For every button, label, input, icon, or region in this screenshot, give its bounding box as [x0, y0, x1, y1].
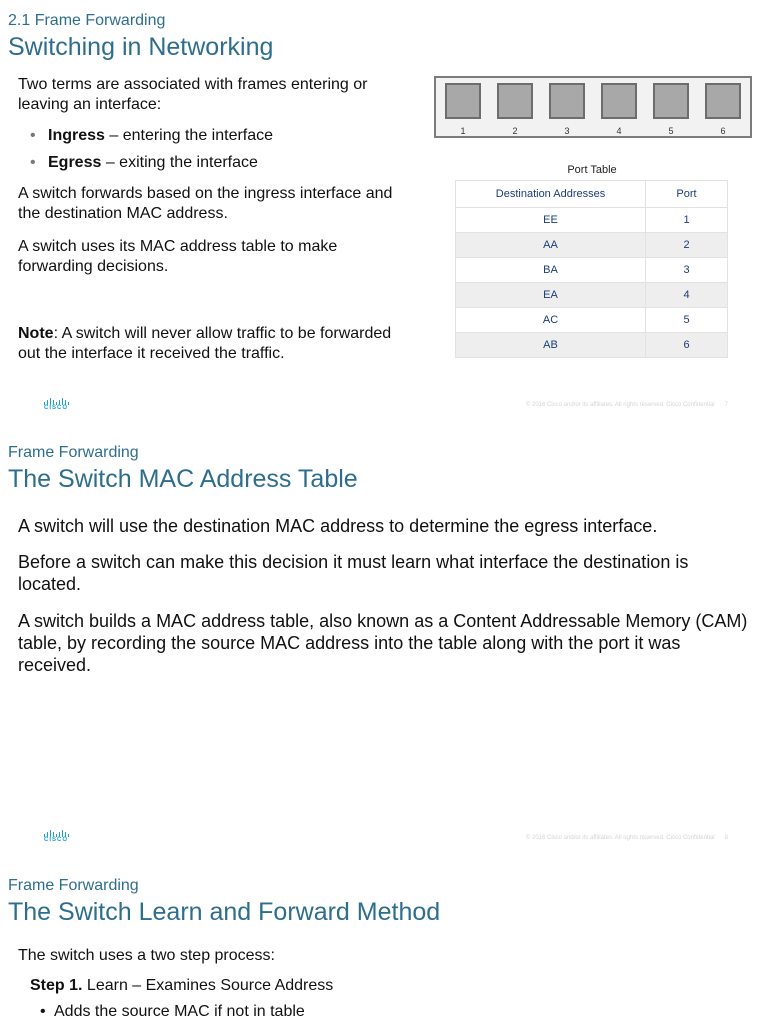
bullet-dot: • — [30, 154, 36, 171]
slide2-footer — [526, 835, 728, 841]
slide3-bullet — [40, 1002, 305, 1022]
bullet-desc: – entering the interface — [104, 127, 274, 144]
step-text: Learn – Examines Source Address — [82, 977, 334, 994]
cisco-logo-text: CISCO — [43, 405, 68, 411]
switch-port-1 — [445, 83, 481, 119]
cisco-logo-bars-icon — [40, 830, 72, 837]
table-row — [456, 258, 728, 283]
slide1-note — [18, 324, 413, 364]
table-row — [456, 333, 728, 358]
header-port: Port — [646, 181, 728, 208]
bullet-term: Egress — [48, 154, 102, 171]
bullet-egress — [30, 153, 258, 173]
slide1-para-forwarding: A switch forwards based on the ingress interface and the destination MAC address. — [18, 185, 393, 222]
bullet-dot: • — [30, 127, 36, 144]
page-number: 7 — [724, 402, 728, 408]
slide2-section-subtitle: Frame Forwarding — [8, 444, 139, 461]
table-row — [456, 208, 728, 233]
cisco-logo-text: CISCO — [43, 837, 68, 843]
header-destination: Destination Addresses — [456, 181, 646, 208]
cell-port: 2 — [646, 233, 728, 258]
step-label: Step 1. — [30, 977, 83, 994]
switch-diagram — [434, 76, 752, 138]
port-number: 1 — [460, 126, 466, 136]
slide3-title: The Switch Learn and Forward Method — [8, 898, 441, 926]
slide1-section-subtitle: 2.1 Frame Forwarding — [8, 12, 166, 29]
note-label: Note — [18, 325, 54, 342]
slide1-footer — [526, 402, 728, 408]
cell-port: 6 — [646, 333, 728, 358]
footer-copyright: © 2016 Cisco and/or its affiliates. All rights reserved. Cisco Confidential — [525, 835, 715, 841]
bullet-term: Ingress — [48, 127, 105, 144]
cell-address: AB — [456, 333, 646, 358]
port-number: 2 — [512, 126, 518, 136]
cell-port: 3 — [646, 258, 728, 283]
switch-port-2 — [497, 83, 533, 119]
port-number: 6 — [720, 126, 726, 136]
cell-address: AC — [456, 308, 646, 333]
cisco-logo — [40, 830, 72, 846]
cell-address: BA — [456, 258, 646, 283]
slide1-para-mac-table: A switch uses its MAC address table to make forwarding decisions. — [18, 238, 338, 275]
port-number: 4 — [616, 126, 622, 136]
slide3-step1 — [30, 976, 730, 996]
page-number: 8 — [724, 835, 728, 841]
table-header-row — [456, 181, 728, 208]
port-number: 3 — [564, 126, 570, 136]
slide1-title: Switching in Networking — [8, 33, 274, 61]
cell-port: 4 — [646, 283, 728, 308]
bullet-dot: • — [40, 1003, 46, 1020]
cell-address: EA — [456, 283, 646, 308]
note-text: : A switch will never allow traffic to be forwarded out the interface it received the traffic. — [18, 325, 392, 362]
cisco-logo-bars-icon — [40, 398, 72, 405]
slide3-section-subtitle: Frame Forwarding — [8, 877, 139, 894]
slide2-para-cam: A switch builds a MAC address table, also known as a Content Addressable Memory (CAM) table, by recording the source MAC address into the table along with the port it was received. — [18, 611, 748, 675]
switch-port-4 — [601, 83, 637, 119]
cell-address: EE — [456, 208, 646, 233]
switch-port-3 — [549, 83, 585, 119]
cell-port: 1 — [646, 208, 728, 233]
slide1-intro: Two terms are associated with frames entering or leaving an interface: — [18, 76, 368, 113]
bullet-text: Adds the source MAC if not in table — [54, 1003, 305, 1020]
port-table — [455, 180, 728, 358]
bullet-ingress — [30, 126, 274, 146]
cell-port: 5 — [646, 308, 728, 333]
port-table-caption: Port Table — [567, 164, 617, 176]
cisco-logo — [40, 398, 72, 414]
switch-port-5 — [653, 83, 689, 119]
table-row — [456, 308, 728, 333]
slide2-title: The Switch MAC Address Table — [8, 465, 358, 493]
port-number: 5 — [668, 126, 674, 136]
footer-copyright: © 2016 Cisco and/or its affiliates. All rights reserved. Cisco Confidential — [525, 402, 715, 408]
slide2-para-learn: Before a switch can make this decision it must learn what interface the destination is located. — [18, 552, 689, 594]
slide3-intro: The switch uses a two step process: — [18, 947, 275, 964]
cell-address: AA — [456, 233, 646, 258]
table-row — [456, 233, 728, 258]
slide2-para-egress: A switch will use the destination MAC address to determine the egress interface. — [18, 516, 658, 536]
switch-port-6 — [705, 83, 741, 119]
bullet-desc: – exiting the interface — [101, 154, 258, 171]
table-row — [456, 283, 728, 308]
